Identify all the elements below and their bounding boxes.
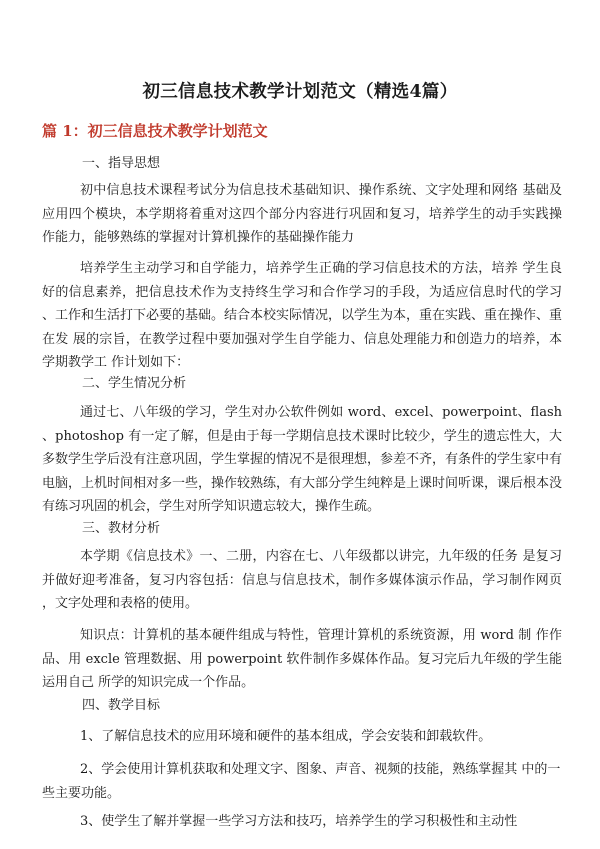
section-heading-textbook-analysis: 三、教材分析 [82, 521, 161, 536]
paragraph: 通过七、八年级的学习，学生对办公软件例如 word、excel、powerpoint、flash 、photoshop 有一定了解，但是由于每一学期信息技术课时比较少，学生的遗忘性大，大多数学生学后没有注意巩固，学生掌握的情况不是很理想，参差不齐，有条件的学生家中有电脑，上机时间相对多一些，操作较熟练，有大部分学生纯粹是上课时间听课，课后根本没有练习巩固的机会，学生对所学知识遗忘较大，操作生疏。 [42, 405, 563, 514]
article-subtitle: 篇 1：初三信息技术教学计划范文 [42, 122, 268, 140]
paragraph: 培养学生主动学习和自学能力，培养学生正确的学习信息技术的方法，培养 学生良好的信息素养，把信息技术作为支持终生学习和合作学习的手段，为适应信息时代的学习 、工作和生活打下必要的基础。结合本校实际情况，以学生为本，重在实践、重在操作、重在发 展的宗旨，在教学过程中要加强对学生自学能力、信息处理能力和创造力的培养，本学期教学工 作计划如下： [42, 261, 563, 370]
paragraph: 初中信息技术课程考试分为信息技术基础知识、操作系统、文字处理和网络 基础及应用四个模块，本学期将着重对这四个部分内容进行巩固和复习，培养学生的动手实践操 作能力，能够熟练的掌握对计算机操作的基础操作能力 [42, 183, 562, 245]
list-item: 2、学会使用计算机获取和处理文字、图象、声音、视频的技能，熟练掌握其 中的一些主要功能。 [42, 762, 561, 801]
section-heading-student-analysis: 二、学生情况分析 [82, 376, 187, 391]
section-heading-guiding-principle: 一、指导思想 [82, 156, 161, 171]
list-item: 3、使学生了解并掌握一些学习方法和技巧，培养学生的学习积极性和主动性 [80, 814, 518, 829]
section-heading-teaching-goals: 四、教学目标 [82, 698, 161, 713]
paragraph: 本学期《信息技术》一、二册，内容在七、八年级都以讲完，九年级的任务 是复习并做好迎考准备，复习内容包括：信息与信息技术，制作多媒体演示作品，学习制作网页 ，文字处理和表格的使用。 [42, 549, 562, 611]
list-item: 1、了解信息技术的应用环境和硬件的基本组成，学会安装和卸载软件。 [80, 729, 492, 744]
paragraph: 知识点：计算机的基本硬件组成与特性，管理计算机的系统资源，用 word 制 作作品、用 excle 管理数据、用 powerpoint 软件制作多媒体作品。复习完后九年级的学生能运用自己 所学的知识完成一个作品。 [42, 628, 562, 690]
document-title: 初三信息技术教学计划范文（精选4篇） [142, 82, 458, 102]
